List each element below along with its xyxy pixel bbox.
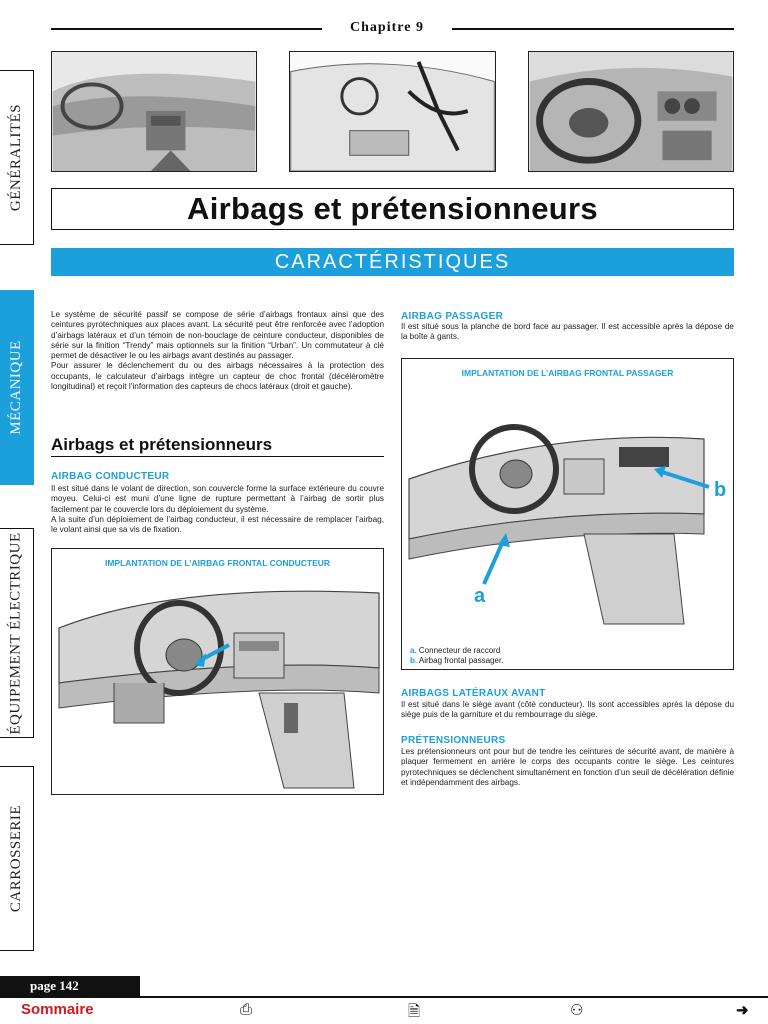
dashboard-photo-left — [51, 51, 257, 172]
section-heading-rule — [51, 456, 384, 457]
airbags-lateraux-heading: AIRBAGS LATÉRAUX AVANT — [401, 688, 546, 699]
tab-mecanique[interactable]: MÉCANIQUE — [0, 290, 34, 485]
pretensionneurs-text: Les prétensionneurs ont pour but de tendre les ceintures de sécurité avant, de manière à plaquer fermement en arrière le corps des occupants contre le siège. Les ceintures pyrotechniques se déclenchent simultanément en fonction d’un seuil de décélération définie et indépendamment des airbags. — [401, 747, 734, 787]
section-banner: CARACTÉRISTIQUES — [51, 248, 734, 276]
tab-equipement-electrique[interactable]: ÉQUIPEMENT ÉLECTRIQUE — [0, 528, 34, 738]
tab-carrosserie[interactable]: CARROSSERIE — [0, 766, 34, 951]
airbags-lateraux-text: Il est situé dans le siège avant (côté conducteur). Ils sont accessibles après la dépose du siège puis de la garniture et du rembourrage du siège. — [401, 700, 734, 720]
next-arrow-icon[interactable]: ➜ — [736, 1002, 749, 1019]
search-doc-icon[interactable]: 🗎 — [408, 1003, 421, 1020]
sommaire-link[interactable]: Sommaire — [21, 1001, 94, 1018]
page-title-box — [51, 188, 734, 230]
chapter-title: Chapitre 9 — [322, 20, 452, 36]
legend-item-b: b. Airbag frontal passager. — [410, 656, 504, 665]
figure-passenger-caption: IMPLANTATION DE L’AIRBAG FRONTAL PASSAGER — [461, 368, 674, 378]
airbag-passager-text: Il est situé sous la planche de bord face au passager. Il est accessible après la dépose de la boîte à gants. — [401, 322, 734, 342]
seatbelt-illustration — [289, 51, 496, 172]
callout-b-label: b — [714, 479, 727, 501]
airbag-conducteur-heading: AIRBAG CONDUCTEUR — [51, 471, 170, 482]
intro-paragraph: Le système de sécurité passif se compose de série d’airbags frontaux ainsi que des ceintures pyrotechniques aux places avant. La sécurité peut être renforcée avec l’adoption d’airbags latéraux et d’un témoin de non-bouclage de ceinture conducteur, disponibles de série sur la finition “Trendy” mais optionnels sur la finition “Urban”. Un commutateur à clé permet de désactiver le ou les airbags avant destinés au passager. Pour assurer le déclenchement du ou des airbags nécessaires à la protection des occupants, le calculateur d’airbags intègre un capteur de choc frontal (décéléromètre longitudinal) et reçoit l’information des capteurs de chocs latéraux (droit et gauche). — [51, 310, 384, 392]
legend-item-a: a. Connecteur de raccord — [410, 646, 501, 655]
pretensionneurs-heading: PRÉTENSIONNEURS — [401, 735, 506, 746]
print-icon[interactable]: ⎙ — [240, 1001, 253, 1018]
page-number: page 142 — [0, 976, 140, 996]
footer-rule — [0, 996, 768, 998]
airbag-conducteur-text: Il est situé dans le volant de direction, son couvercle forme la surface extérieure du couvre moyeu. Celui-ci est muni d’une ligne de rupture permettant à l’airbag de sortir plus facilement par le couvercle lors du déploiement du système. A la suite d’un déploiement de l’airbag conducteur, il est nécessaire de remplacer l’airbag, le volant ainsi que sa vis de fixation. — [51, 484, 384, 535]
figure-legend — [410, 646, 503, 666]
figure-driver-caption: IMPLANTATION DE L’AIRBAG FRONTAL CONDUCTEUR — [104, 558, 331, 568]
figure-passenger-airbag — [401, 358, 734, 670]
callout-a-label: a — [474, 585, 486, 607]
section-heading: Airbags et prétensionneurs — [51, 435, 273, 454]
driver-dashboard-drawing — [54, 573, 382, 793]
passenger-dashboard-drawing — [404, 399, 732, 629]
page-title: Airbags et prétensionneurs — [187, 191, 598, 226]
binoculars-icon[interactable]: ⚇ — [570, 1002, 584, 1019]
airbag-passager-heading: AIRBAG PASSAGER — [401, 311, 504, 322]
steering-wheel-photo — [528, 51, 734, 172]
tab-generalites[interactable]: GÉNÉRALITÉS — [0, 70, 34, 245]
figure-driver-airbag — [51, 548, 384, 795]
